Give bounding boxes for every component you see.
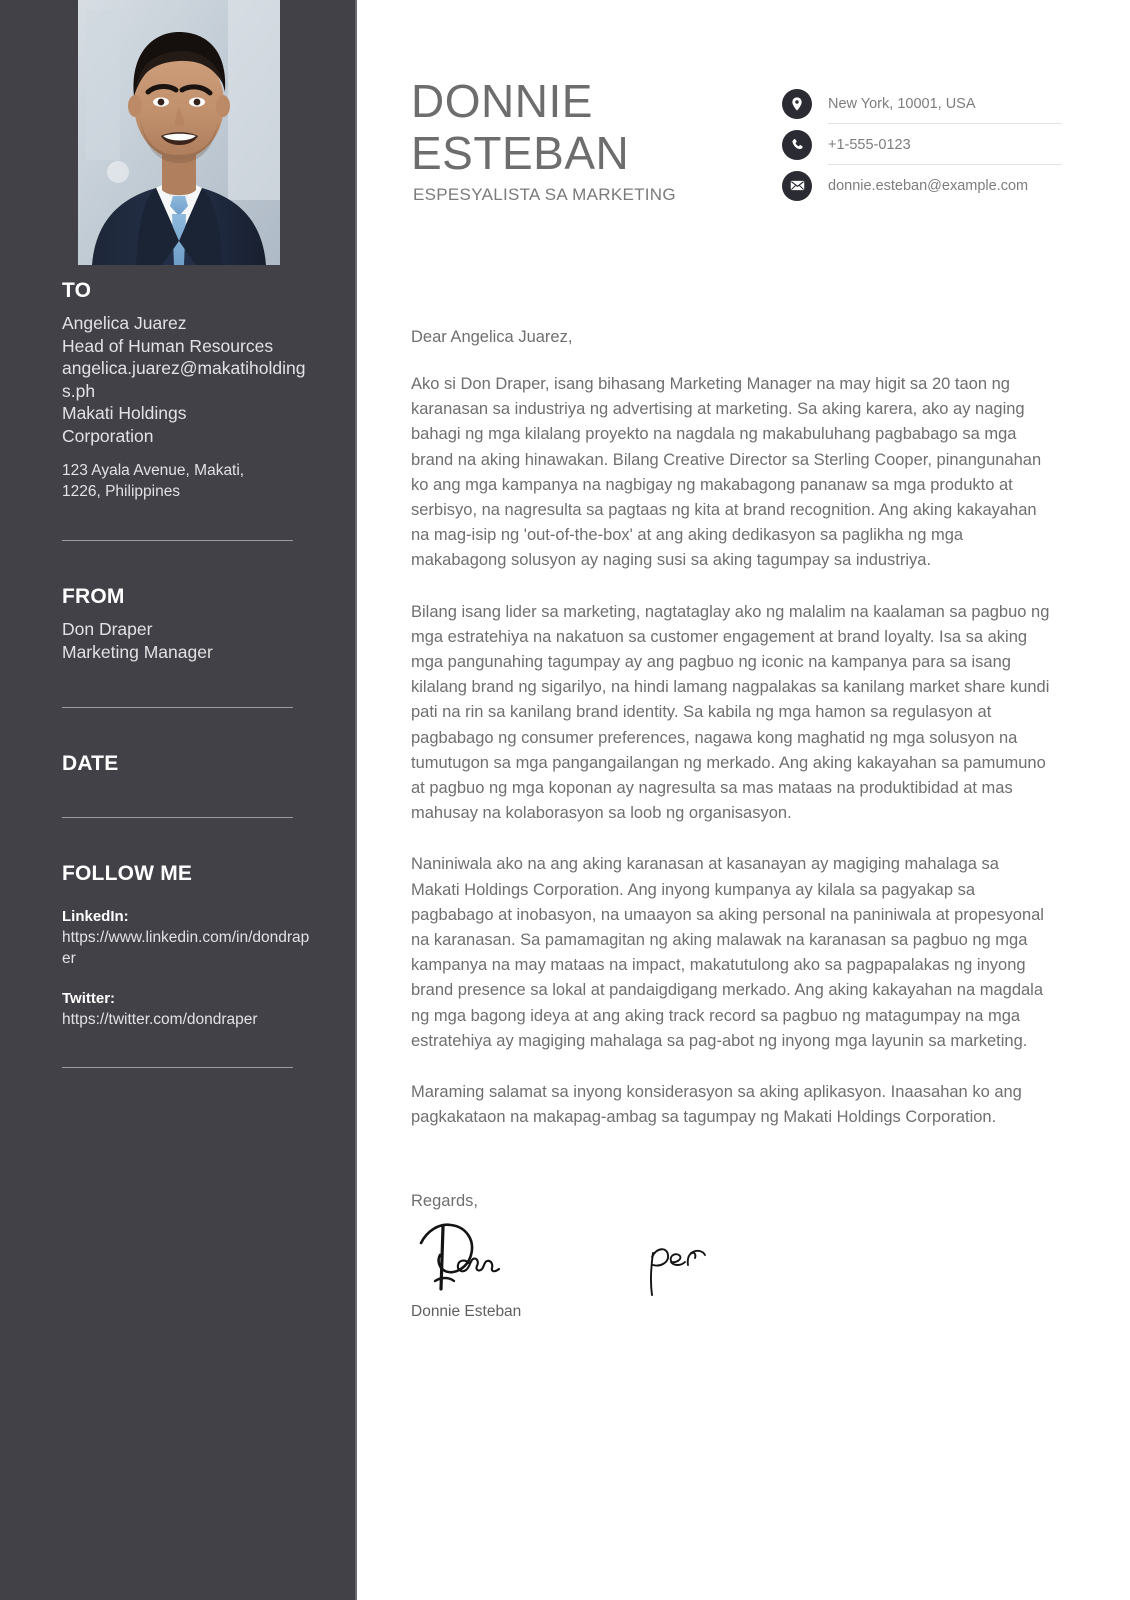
linkedin-label: LinkedIn: [62,907,129,925]
to-company-line-1: Makati Holdings [62,403,187,424]
to-email: angelica.juarez@makatiholdings.ph [62,358,306,401]
to-name: Angelica Juarez [62,313,187,334]
to-company-line-2: Corporation [62,425,154,446]
follow-block [62,861,312,1030]
contact-row-phone[interactable] [782,124,1062,165]
divider-after-follow [62,1067,293,1068]
contact-email-text: donnie.esteban@example.com [828,177,1029,194]
first-name: DONNIE [411,75,593,127]
last-name: ESTEBAN [411,127,630,179]
avatar [78,0,280,265]
paragraph-1: Ako si Don Draper, isang bihasang Marketing Manager na may higit sa 20 taon ng karanasan sa industriya ng advertising at marketing. Sa aking karera, ako ay naging bahagi ng mga kilalang proyekto na nagdala ng makabuluhang pagbabago sa mga brand na aking hinawakan. Bilang Creative Director sa Sterling Cooper, pinangunahan ko ang mga kampanya na nagbigay ng makabagong pananaw sa mga produkto at serbisyo, na nagresulta sa pagtaas ng kita at brand recognition. Ang aking kakayahan na mag-isip ng 'out-of-the-box' at ang aking dedikasyon sa paglikha ng mga makabagong solusyon ay naging susi sa aking tagumpay sa industriya. [411,375,1042,570]
twitter-label: Twitter: [62,989,116,1007]
sidebar-content [62,278,312,1068]
main-content [357,0,1130,1600]
date-heading: DATE [62,752,119,776]
signature-area [411,1215,1051,1303]
linkedin-url[interactable]: https://www.linkedin.com/in/dondraper [62,928,310,967]
follow-heading: FOLLOW ME [62,861,193,885]
from-title: Marketing Manager [62,641,213,662]
job-role: ESPESYALISTA SA MARKETING [413,185,676,204]
divider-after-from [62,707,293,708]
contact-location-text: New York, 10001, USA [828,95,976,112]
paragraph-4: Maraming salamat sa inyong konsiderasyon sa aking aplikasyon. Inaasahan ko ang pagkakataon na makapag-ambag sa tagumpay ng Makati Holdings Corporation. [411,1083,1022,1127]
closing-salutation: Regards, [411,1192,478,1211]
contact-list [782,83,1062,206]
phone-icon [782,130,812,160]
divider-after-date [62,817,293,818]
date-block [62,751,312,776]
to-address-line-2: 1226, Philippines [62,483,181,501]
contact-phone-text: +1-555-0123 [828,136,911,153]
from-block [62,584,312,663]
letter-body [411,325,1051,1321]
envelope-icon [782,171,812,201]
paragraph-3: Naniniwala ako na ang aking karanasan at kasanayan ay magiging mahalaga sa Makati Holdings Corporation. Ang inyong kumpanya ay kilala sa pagyakap sa pagbabago at inobasyon, na umaayon sa aking personal na paniniwala at propesyonal na karanasan. Sa pamamagitan ng aking malawak na karanasan sa pagbuo ng mga kampanya na may mataas na impact, makatutulong ako sa pagpapalakas ng inyong brand presence sa lokal at pandaigdigang merkado. Ang aking kakayahan na magdala ng mga bagong ideya at ang aking track record sa pagbuo ng matagumpay na mga estratehiya ay magiging mahalaga sa pag-abot ng inyong mga layunin sa marketing. [411,855,1044,1050]
paragraph-2: Bilang isang lider sa marketing, nagtataglay ako ng malalim na kaalaman sa pagbuo ng mga estratehiya na nakatuon sa customer engagement at brand loyalty. Isa sa aking mga pangunahing tagumpay ay ang pagbuo ng iconic na kampanya para sa isang kilalang brand ng sigarilyo, na hindi lamang nagpalakas sa kanilang market share kundi pati na rin sa kanilang brand identity. Sa kabila ng mga hamon sa regulasyon at pagbabago ng consumer preferences, nagawa kong maghatid ng mga solusyon na tumutugon sa mga pangangailangan ng merkado. Ang aking kakayahan sa pamumuno at pagbuo ng mga koponan ay nagresulta sa mas mataas na produktibidad at mas mahusay na kolaborasyon sa loob ng organisasyon. [411,602,1050,823]
to-address-line-1: 123 Ayala Avenue, Makati, [62,462,245,480]
to-heading: TO [62,279,92,302]
location-pin-icon [782,89,812,119]
from-heading: FROM [62,585,125,609]
signature-name: Donnie Esteban [411,1303,522,1321]
salutation: Dear Angelica Juarez, [411,328,573,346]
social-link-twitter[interactable] [62,989,312,1030]
to-block [62,278,312,502]
from-name: Don Draper [62,619,153,640]
to-title: Head of Human Resources [62,335,274,356]
signature-mark-secondary [641,1237,711,1304]
twitter-url[interactable]: https://twitter.com/dondraper [62,1010,258,1028]
page-title [411,75,751,205]
sidebar [0,0,357,1600]
contact-row-email[interactable] [782,165,1062,206]
social-link-linkedin[interactable] [62,907,312,969]
signature-mark-primary [413,1215,533,1300]
contact-row-location[interactable] [782,83,1062,124]
divider-after-to [62,540,293,541]
